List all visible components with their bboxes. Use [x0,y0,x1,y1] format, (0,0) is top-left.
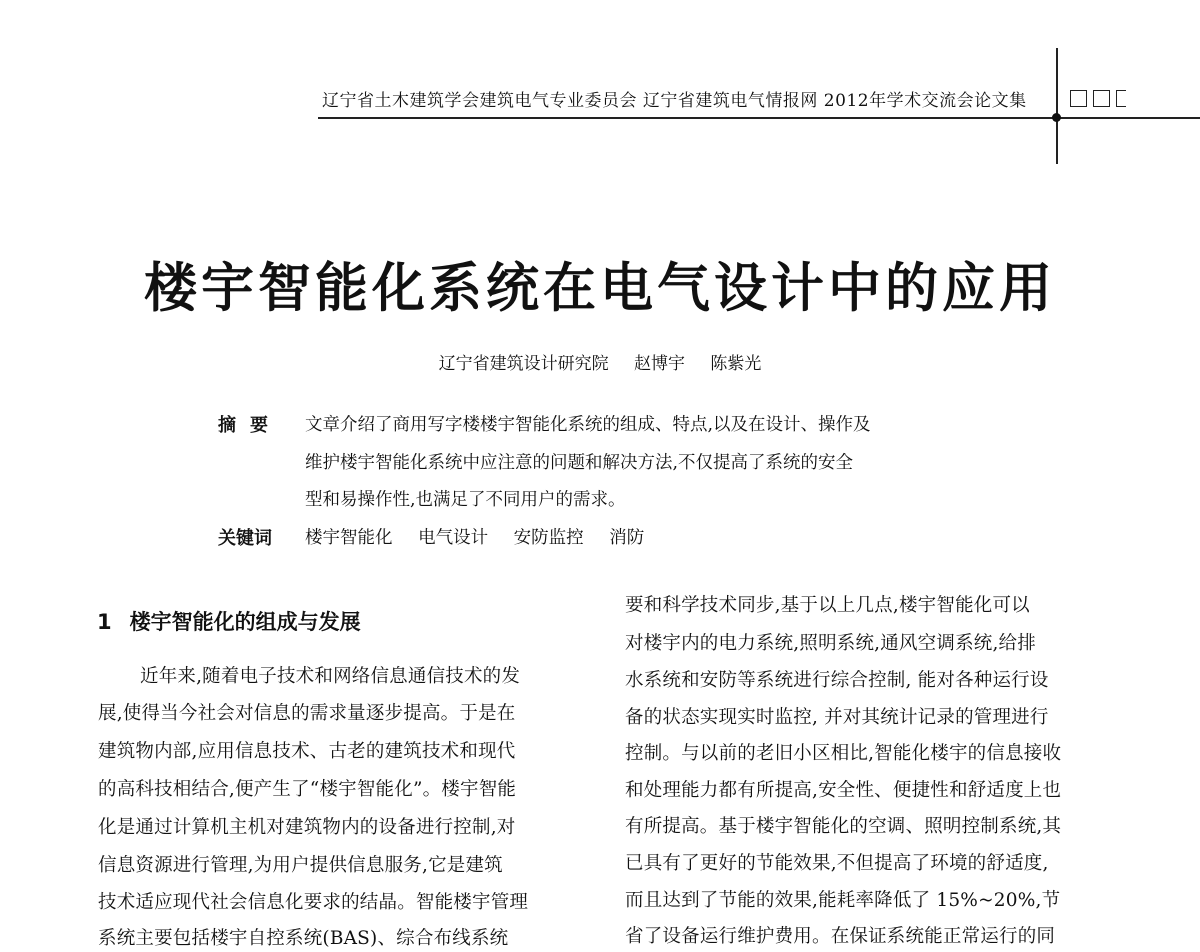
header-rule [318,117,1200,119]
keywords-list [305,524,664,549]
author-name: 陈紫光 [710,354,762,374]
paper-title: 楼宇智能化系统在电气设计中的应用 [144,258,1056,319]
body-line: 省了设备运行维护费用。在保证系统能正常运行的同 [625,926,1056,947]
section-number: 1 [97,610,112,634]
running-header: 辽宁省土木建筑学会建筑电气专业委员会 辽宁省建筑电气情报网 2012年学术交流会论文集 [322,91,1027,111]
body-line: 展,使得当今社会对信息的需求量逐步提高。于是在 [98,703,516,724]
body-line: 建筑物内部,应用信息技术、古老的建筑技术和现代 [98,741,516,762]
keyword: 消防 [609,528,645,548]
body-line: 水系统和安防等系统进行综合控制, 能对各种运行设 [625,670,1049,691]
keyword: 电气设计 [418,528,489,548]
body-line: 的高科技相结合,便产生了“楼宇智能化”。楼宇智能 [98,779,517,800]
body-line: 而且达到了节能的效果,能耗率降低了 15%~20%,节 [625,890,1061,911]
author-name: 赵博宇 [634,354,685,374]
section-title: 楼宇智能化的组成与发展 [129,610,361,634]
body-line: 已具有了更好的节能效果,不但提高了环境的舒适度, [625,853,1049,874]
vertical-rule [1056,48,1058,164]
page-mark-box [1093,90,1110,107]
page-marks [1070,90,1126,107]
body-line: 近年来,随着电子技术和网络信息通信技术的发 [140,666,521,687]
body-line: 对楼宇内的电力系统,照明系统,通风空调系统,给排 [625,633,1036,654]
body-line: 技术适应现代社会信息化要求的结晶。智能楼宇管理 [98,892,529,913]
body-line: 系统主要包括楼宇自控系统(BAS)、综合布线系统 [98,928,509,949]
body-line: 要和科学技术同步,基于以上几点,楼宇智能化可以 [625,595,1030,616]
affiliation: 辽宁省建筑设计研究院 [438,354,609,374]
author-line [0,349,1200,374]
body-line: 有所提高。基于楼宇智能化的空调、照明控制系统,其 [625,816,1062,837]
page-mark-box [1070,90,1087,107]
keyword: 安防监控 [513,528,584,548]
body-line: 信息资源进行管理,为用户提供信息服务,它是建筑 [98,855,503,876]
abstract-label: 摘要 [218,415,282,436]
body-line: 化是通过计算机主机对建筑物内的设备进行控制,对 [98,817,516,838]
abstract-line: 型和易操作性,也满足了不同用户的需求。 [305,490,626,510]
section-heading [97,606,361,636]
page-mark-box [1116,90,1126,107]
body-line: 控制。与以前的老旧小区相比,智能化楼宇的信息接收 [625,743,1062,764]
body-line: 和处理能力都有所提高,安全性、便捷性和舒适度上也 [625,780,1062,801]
abstract-line: 维护楼宇智能化系统中应注意的问题和解决方法,不仅提高了系统的安全 [305,453,854,473]
abstract-line: 文章介绍了商用写字楼楼宇智能化系统的组成、特点,以及在设计、操作及 [305,415,871,435]
keyword: 楼宇智能化 [305,528,393,548]
rule-dot [1052,113,1061,122]
keywords-label: 关键词 [218,528,272,549]
body-line: 备的状态实现实时监控, 并对其统计记录的管理进行 [625,707,1049,728]
